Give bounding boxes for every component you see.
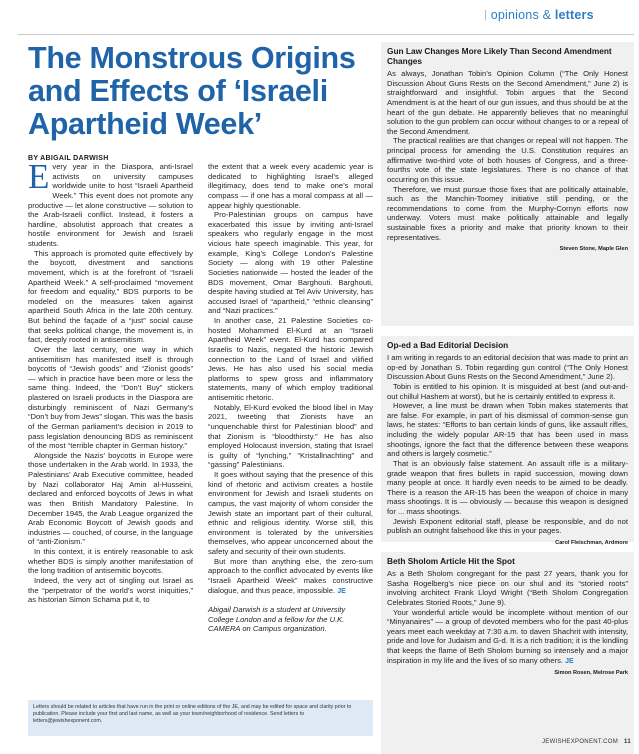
article-paragraph: In another case, 21 Palestine Societies co-hosted Mohammed El-Kurd at an “Israeli Apartheid Week” event. El-Kurd has compared Israelis to Nazis, negated the historic Jewish connection to the Land of Israel and vilified Jews. He has also used his social media platforms to spew gross and inflammatory statements, many of which employ traditional antisemitic rhetoric. [208, 316, 373, 402]
section-label-opinions: opinions & [490, 8, 552, 22]
letter-box [381, 336, 634, 546]
article-byline: BY ABIGAIL DARWISH [28, 155, 109, 162]
letter-paragraph: I am writing in regards to an editorial decision that was made to print an op-ed by Jonathan S. Tobin regarding gun control (“The Only Honest Discussion About Guns Rests on the Second Amendment,” June 2). [387, 353, 628, 382]
letter-title: Op-ed a Bad Editorial Decision [387, 340, 509, 350]
letter-title: Beth Sholom Article Hit the Spot [387, 556, 515, 566]
article-header [28, 42, 373, 162]
article-paragraph: In this context, it is entirely reasonable to ask whether BDS is simply another manifestation of the long tradition of antisemitic boycotts. [28, 547, 193, 576]
article-paragraph: Over the last century, one way in which antisemitism has manifested itself is through boycotts of “Jewish goods” and “Zionist goods” — which in practice have been more or less the same thing. Indeed, the “Don’t Buy” stickers plastered on Israeli products in the Diaspora are disturbingly reminiscent of Nazi Germany’s “Don’t buy from Jews” slogan. This was the basis of the German parliament’s decision in 2019 to pass legislation denouncing BDS as reminiscent of the most “terrible chapter in German history.” [28, 344, 193, 451]
letters-column [381, 42, 634, 754]
article-headline: The Monstrous Origins and Effects of ‘Israeli Apartheid Week’ [28, 41, 356, 141]
letter-paragraph: As a Beth Sholom congregant for the past 27 years, thank you for Sasha Rogelberg’s nice piece on our shul and its “storied roots” involving architect Frank Lloyd Wright (“Beth Sholom Congregation Celebrates Storied Roots,” June 9). [387, 569, 628, 607]
letter-paragraph: That is an obviously false statement. An assault rifle is a military-grade weapon that fires bullets in rapid succession, mowing down many people at once. It hardly even needs to be aimed to be deadly. There is a reason the AR-15 has been the weapon of choice in many mass shootings. It is — obviously — because this weapon is designed for ... mass shootings. [387, 458, 628, 516]
section-header [484, 8, 634, 22]
article-paragraph: the extent that a week every academic year is dedicated to highlighting Israel’s alleged illegitimacy, does tend to make one’s moral compass — if one has a moral compass at all — appear highly questionable. [208, 162, 373, 210]
footer-site: JEWISHEXPONENT.COM [541, 739, 619, 745]
letter-box [381, 42, 634, 326]
section-label-letters: letters [554, 8, 594, 22]
top-rule [18, 34, 634, 35]
letters-policy-notice: Letters should be related to articles that have run in the print or online editions of the JE, and may be edited for space and clarity prior to publication. Please include your first and last name, as well as your town/neighborhood of residence. Send letters to letters@jewishexponent.com. [28, 700, 373, 736]
article-paragraph: Pro-Palestinian groups on campus have exacerbated this issue by inviting anti-Israel speakers who regularly engage in the most vicious hate speech imaginable. This year, for example, King’s College London’s Palestine Society — along with 19 other Palestine Societies nationwide — hosted the leader of the BDS movement, Omar Barghouti. Barghouti, despite having studied at Tel Aviv University, has accused Israel of “apartheid,” “ethnic cleansing” and “Nazi practices.” [208, 210, 373, 316]
letter-signature: Carol Fleischman, Ardmore [555, 539, 628, 546]
page-footer [542, 739, 631, 745]
article-paragraph: It goes without saying that the presence of this kind of rhetoric and activism creates a hostile environment for Jewish and Israeli students on campus, the vast majority of whom consider the Jewish state an important part of their cultural, ethnic and religious identity. Worse still, this environment is tolerated by the universities themselves, who appear unconcerned about the safety and security of their own students. [208, 470, 373, 556]
article-paragraph: Every year in the Diaspora, anti-Israel activists on university campuses worldwide unite to host “Israeli Apartheid Week.” This event does not promote any productive — let alone constructive — solution to the Arab-Israeli conflict. Instead, it fosters a hardline, absolutist approach that creates a hostile environment for Jewish and Israeli students. [28, 157, 193, 248]
letter-paragraph: However, a line must be drawn when Tobin makes statements that are false. For example, in part of his dismissal of common-sense gun laws, he states: “Efforts to ban certain kinds of guns, like assault rifles, including the widely popular AR-15 that has been used in mass shootings, ignore the fact that the difference between these weapons and others is largely cosmetic.” [387, 401, 628, 459]
page-number: 11 [624, 739, 631, 745]
letter-paragraph: The practical realities are that changes or repeal will not happen. The principal process for amending the U.S. Constitution requires an affirmative two-third vote of both houses of Congress, and a three-fourths vote of the state legislatures. There is no chance of that occurring on this issue. [387, 136, 628, 184]
section-divider-mark: | [484, 9, 488, 21]
letter-signature: Steven Stone, Maple Glen [559, 246, 628, 253]
drop-cap: E [28, 157, 50, 196]
author-bio: Abigail Darwish is a student at University College London and a fellow for the U.K. CAMERA on Campus organization. [208, 605, 346, 634]
letter-title: Gun Law Changes More Likely Than Second Amendment Changes [387, 46, 612, 66]
letter-paragraph: Tobin is entitled to his opinion. It is misguided at best (and out-and-out chillul Hashem at worst), but he is certainly entitled to express it. [387, 381, 628, 401]
end-mark-icon: JE [337, 587, 346, 595]
letter-paragraph: Your wonderful article would be incomplete without mention of our “Minyanaires” — a group of devoted members who for the past 40-plus years meet each weekday at 7:30 a.m. to daven Shachrit with intensity, pride and love for Judaism and G-d. It is a rich tradition; it is the kindling that keeps the flame of Beth Sholom burning so intensely and a major inspiration in my life and the lives of so many others. JE [387, 607, 628, 665]
article-paragraph: Alongside the Nazis’ boycotts in Europe were those undertaken in the Arab world. In 1933, the Palestinians’ Arab Executive committee, headed by Nazi collaborator Haj Amin al-Husseini, declared and enforced boycotts of Jews in what was then British Mandatory Palestine. In December 1945, the Arab League organized the Arab Economic Boycott of Jewish goods and industries — couched, of course, in the language of “anti-Zionism.” [28, 450, 193, 547]
letter-paragraph: As always, Jonathan Tobin’s Opinion Column (“The Only Honest Discussion About Guns Rests on the Second Amendment,” June 2) is straightforward and insightful. Tobin argues that the Second Amendment is at the heart of our gun issues, and thus should be at the heart of the gun debate. He apparently believes that no meaningful solution to the gun problem can occur without changes to or a repeal of the Second Amendment. [387, 69, 628, 136]
article-column-2 [208, 162, 373, 634]
end-mark-icon: JE [565, 657, 574, 665]
article-paragraph: Indeed, the very act of singling out Israel as the “perpetrator of the world’s worst iniquities,” as historian Simon Schama put it, to [28, 575, 193, 605]
article-paragraph: But more than anything else, the zero-sum approach to the conflict advocated by events like “Israeli Apartheid Week” makes constructive dialogue, and thus peace, impossible. JE [208, 556, 373, 595]
article-paragraph: This approach is promoted quite effectively by the boycott, divestment and sanctions movement, which is at the forefront of “Israeli Apartheid Week.” A self-proclaimed “movement for freedom and equality,” BDS purports to be modeled on the measures taken against apartheid South Africa in the late 20th century. But behind the façade of a “just” social cause that seeks political change, the movement is, in fact, deeply rooted in antisemitism. [28, 248, 193, 345]
letter-paragraph: Therefore, we must pursue those fixes that are politically attainable, such as the Manchin-Toomey initiative still pending, or the recommendations to come from the Murphy-Cornyn efforts now underway. Voters must make politically attainable and legally sustainable fixes a priority and make that priority known to their representatives. [387, 184, 628, 242]
letter-box [381, 552, 634, 754]
letter-paragraph: Jewish Exponent editorial staff, please be responsible, and do not publish an outright falsehood like this in your pages. [387, 516, 628, 536]
letter-signature: Simon Rosen, Melrose Park [554, 670, 628, 677]
article-paragraph: Notably, El-Kurd evoked the blood libel in May 2021, tweeting that Zionists have an “unquenchable thirst for Palestinian blood” and that Zionism is “bloodthirsty.” He has also employed Holocaust inversion, stating that Israel is guilty of “lynching,” “Kristallnachting” and “gassing” Palestinians. [208, 402, 373, 470]
